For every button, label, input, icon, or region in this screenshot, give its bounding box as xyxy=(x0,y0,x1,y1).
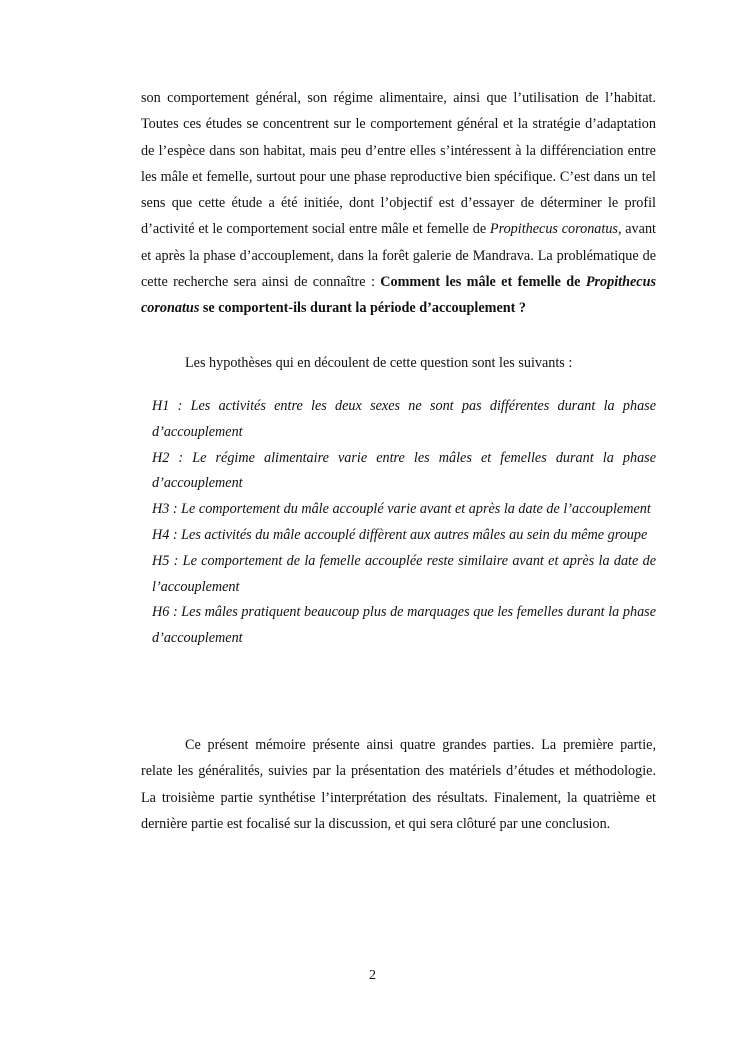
intro-paragraph xyxy=(141,85,656,322)
research-question-species: Propithecus coronatus xyxy=(141,274,656,317)
hypothesis-h1: H1 : Les activités entre les deux sexes ne sont pas différentes durant la phase d’accouplement xyxy=(152,398,656,440)
hypothesis-h4: H4 : Les activités du mâle accouplé diffèrent aux autres mâles au sein du même groupe xyxy=(152,526,648,543)
hypotheses-intro: Les hypothèses qui en découlent de cette question sont les suivants : xyxy=(185,355,573,371)
conclusion-paragraph: Ce présent mémoire présente ainsi quatre grandes parties. La première partie, relate les généralités, suivies par la présentation des matériels d’études et méthodologie. La troisième partie synthétise l’interprétation des résultats. Finalement, la quatrième et dernière partie est focalisé sur la discussion, et qui sera clôturé par une conclusion. xyxy=(141,737,656,832)
hypothesis-h3: H3 : Le comportement du mâle accouplé varie avant et après la date de l’accouplement xyxy=(152,501,651,518)
research-question-part-1: Comment les mâle et femelle de xyxy=(380,274,586,291)
hypothesis-h5: H5 : Le comportement de la femelle accouplée reste similaire avant et après la date de l’accouplement xyxy=(152,552,656,595)
hypothesis-h2: H2 : Le régime alimentaire varie entre les mâles et femelles durant la phase d’accouplement xyxy=(152,449,656,492)
hypotheses-list xyxy=(152,394,656,652)
research-question-part-2: se comportent-ils durant la période d’accouplement ? xyxy=(199,300,527,317)
species-name: Propithecus coronatus xyxy=(489,221,618,238)
intro-text-1: son comportement général, son régime alimentaire, ainsi que l’utilisation de l’habitat. Toutes ces études se concentrent sur le comportement général et la stratégie d’adaptation de l’espèce dans son habitat, mais peu d’entre elles s’intéressent à la différenciation entre les mâle et femelle, surtout pour une phase reproductive bien spécifique. C’est dans un tel sens que cette étude a été initiée, dont l’objectif est d’essayer de déterminer le profil d’activité et le comportement social entre mâle et femelle de xyxy=(141,90,656,238)
intro-text-2: , avant et après la phase d’accouplement, dans la forêt galerie de Mandrava. La problématique de cette recherche sera ainsi de connaître : xyxy=(141,221,656,291)
page-number: 2 xyxy=(369,968,376,983)
hypothesis-h6: H6 : Les mâles pratiquent beaucoup plus de marquages que les femelles durant la phase d’accouplement xyxy=(152,604,656,647)
